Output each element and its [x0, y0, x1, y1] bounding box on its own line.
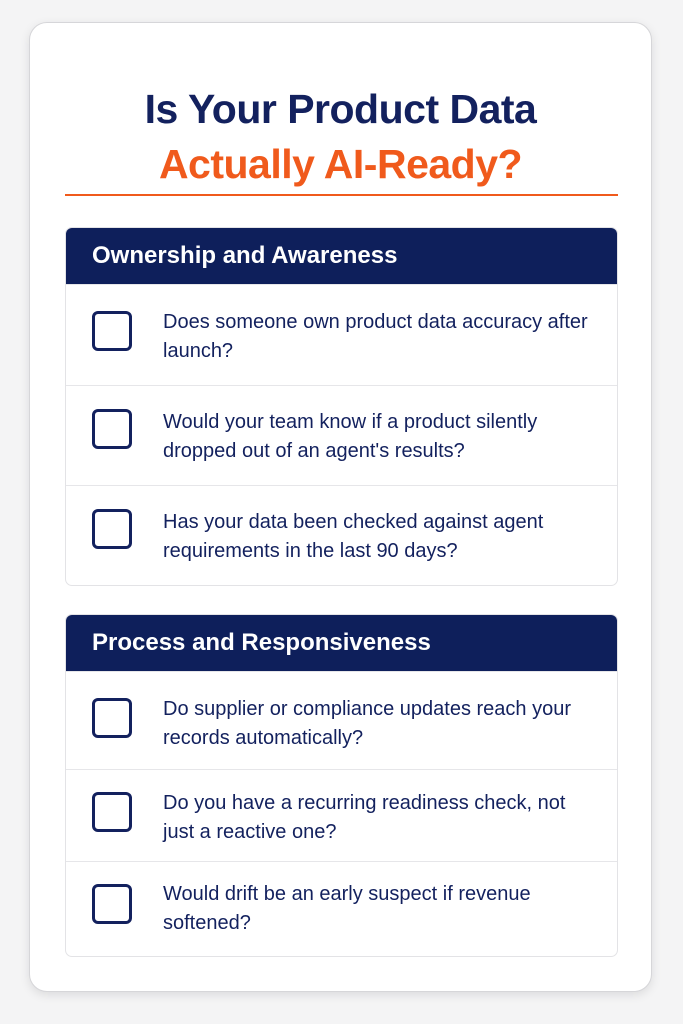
checklist-item	[66, 861, 617, 955]
checkbox[interactable]	[92, 698, 132, 738]
checklist-card	[29, 22, 652, 992]
checklist-item-text: Would drift be an early suspect if revenue softened?	[163, 883, 531, 934]
checkbox[interactable]	[92, 509, 132, 549]
checkbox[interactable]	[92, 409, 132, 449]
checklist-item-text: Has your data been checked against agent requirements in the last 90 days?	[163, 511, 544, 562]
checklist-item	[66, 284, 617, 385]
checkbox[interactable]	[92, 792, 132, 832]
checklist-item	[66, 671, 617, 769]
section-process-responsiveness	[65, 614, 618, 957]
checklist-item	[66, 769, 617, 861]
checklist-item	[66, 385, 617, 485]
section-heading: Process and Responsiveness	[66, 615, 617, 671]
checkbox[interactable]	[92, 884, 132, 924]
section-heading: Ownership and Awareness	[66, 228, 617, 284]
checklist-item-text: Do you have a recurring readiness check, not just a reactive one?	[163, 792, 566, 843]
checklist-item-text: Does someone own product data accuracy after launch?	[163, 311, 588, 362]
title-line-1: Is Your Product Data	[144, 86, 537, 132]
checkbox[interactable]	[92, 311, 132, 351]
section-ownership-awareness	[65, 227, 618, 586]
checklist-item-text: Would your team know if a product silently dropped out of an agent's results?	[163, 411, 538, 462]
checklist-item-text: Do supplier or compliance updates reach your records automatically?	[163, 698, 571, 749]
title-line-2: Actually AI-Ready?	[158, 141, 523, 187]
title-divider	[65, 194, 618, 196]
checklist-item	[66, 485, 617, 586]
